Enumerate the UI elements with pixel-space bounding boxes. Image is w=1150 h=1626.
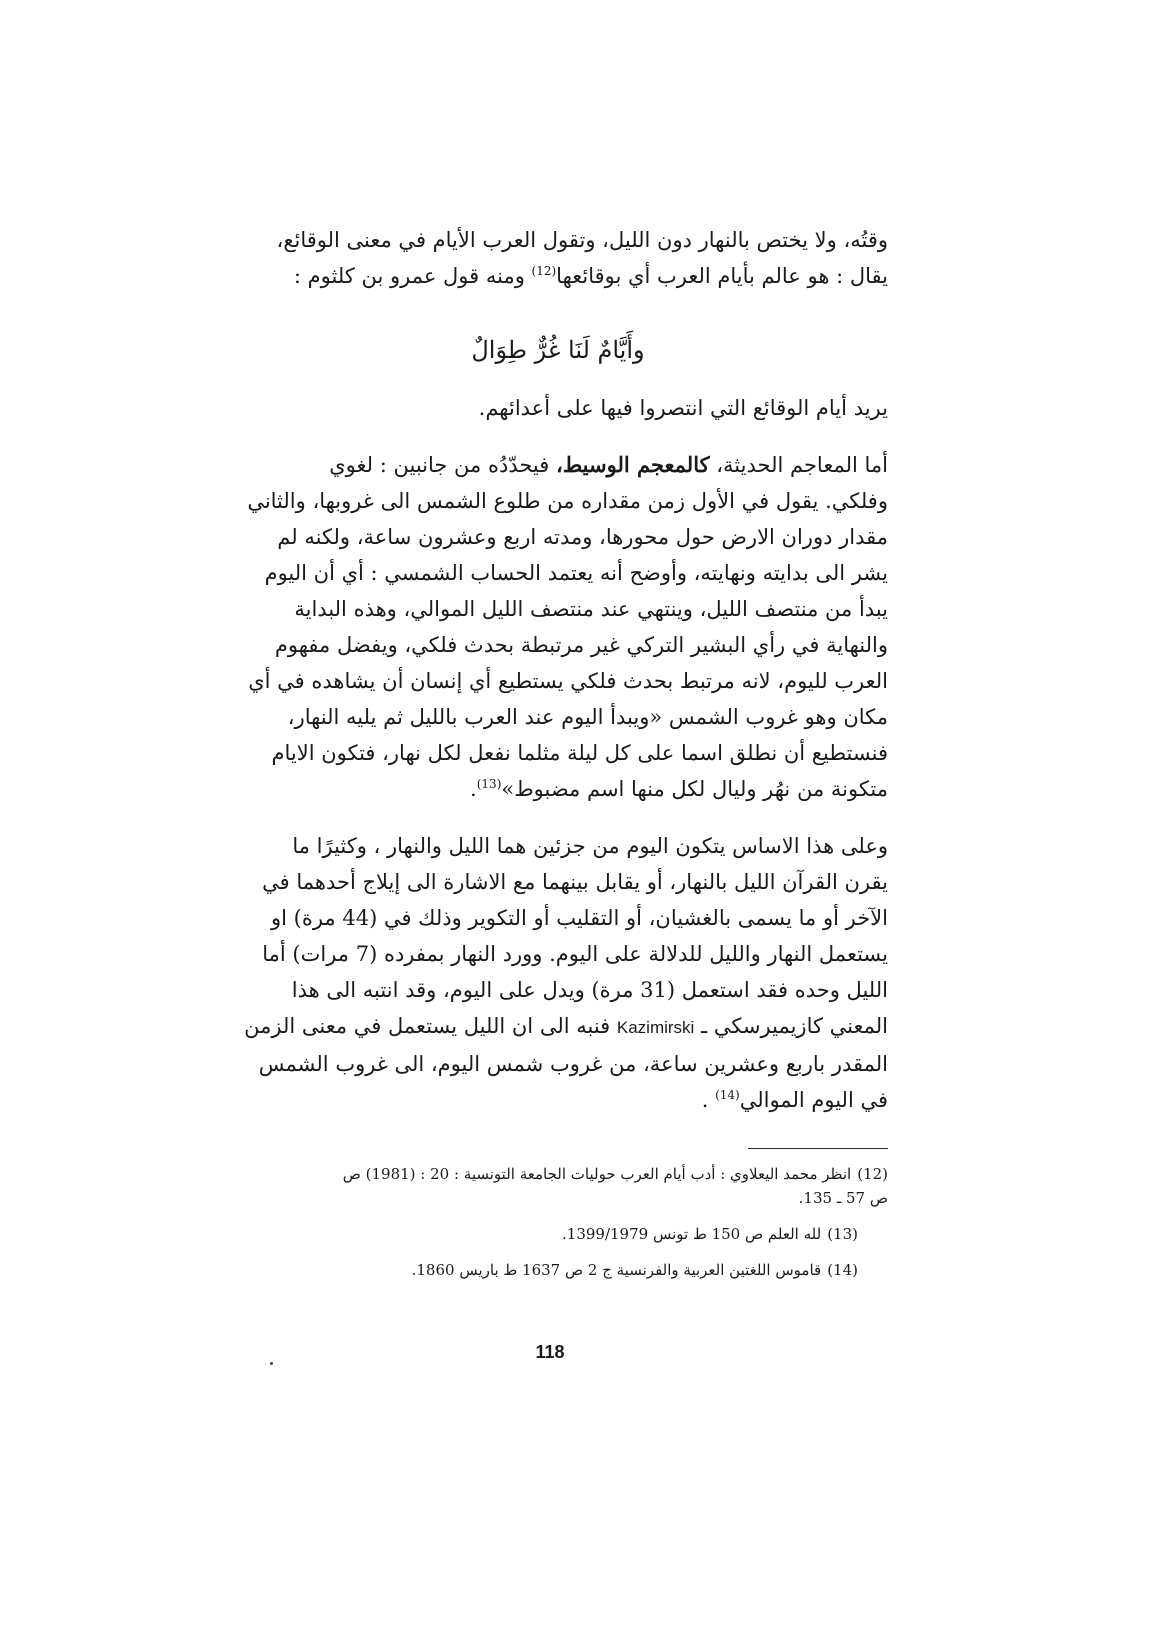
- dictionary-title: كالمعجم الوسيط،: [555, 452, 710, 477]
- footnote-ref-12[interactable]: (12): [531, 264, 557, 278]
- footnote-14: [228, 1258, 888, 1282]
- para3-line-4: يستعمل النهار والليل للدلالة على اليوم. وورد النهار بمفرده (7 مرات) أما: [262, 942, 888, 966]
- footnote-ref-13[interactable]: (13): [476, 777, 502, 791]
- footnote-12-text-cont: ص 57 ـ 135.: [798, 1189, 888, 1207]
- footnote-14-text: قاموس اللغتين العربية والفرنسية ج 2 ص 1637 ط باريس 1860.: [411, 1261, 822, 1279]
- footnote-13-number: (13): [827, 1225, 858, 1243]
- para2-line-1-text-end: فيحدّدُه من جانبين : لغوي: [329, 453, 556, 477]
- para3-line-6-text: المعني كازيميرسكي ـ: [694, 1014, 888, 1038]
- intro-paragraph: [228, 222, 888, 294]
- para3-line-8: [228, 1082, 888, 1118]
- para2-line-1: [228, 447, 888, 483]
- footnote-12-number: (12): [857, 1165, 888, 1183]
- para2-line-7: العرب لليوم، لانه مرتبط بحدث فلكي يستطيع أي إنسان أن يشاهده في أي: [248, 669, 888, 693]
- verse-explanation: [228, 390, 888, 426]
- para2-line-10-text: متكونة من نهُر وليال لكل منها اسم مضبوط»: [501, 777, 888, 801]
- para2-line-9: فنستطيع أن نطلق اسما على كل ليلة مثلما نفعل لكل نهار، فتكون الايام: [271, 741, 888, 765]
- para3-line-3: الآخر أو ما يسمى بالغشيان، أو التقليب أو التكوير وذلك في (44 مرة) او: [270, 906, 888, 930]
- footnote-14-number: (14): [827, 1261, 858, 1279]
- para3-line-5: الليل وحده فقد استعمل (31 مرة) ويدل على اليوم، وقد انتبه الى هذا: [291, 978, 888, 1002]
- latin-name-kazimirski: Kazimirski: [616, 1018, 695, 1037]
- para2-line-3: مقدار دوران الارض حول محورها، ومدته اربع وعشرون ساعة، ولكنه لم: [277, 525, 888, 549]
- paragraph-modern-dictionaries: [228, 447, 888, 807]
- intro-line-2-text-end: ومنه قول عمرو بن كلثوم :: [293, 264, 532, 288]
- para3-line-8-text: في اليوم الموالي: [739, 1088, 888, 1112]
- para3-line-6: [228, 1008, 888, 1046]
- para2-line-5: يبدأ من منتصف الليل، وينتهي عند منتصف الليل الموالي، وهذه البداية: [294, 597, 888, 621]
- para3-line-2: يقرن القرآن الليل بالنهار، أو يقابل بينهما مع الاشارة الى إيلاج أحدهما في: [262, 870, 888, 894]
- footnote-13-text: لله العلم ص 150 ط تونس 1399/1979.: [562, 1225, 822, 1243]
- para2-line-10: [228, 771, 888, 807]
- para2-line-1-text: أما المعاجم الحديثة،: [709, 453, 888, 477]
- intro-line-1: وقتُه، ولا يختص بالنهار دون الليل، وتقول العرب الأيام في معنى الوقائع،: [276, 228, 888, 252]
- para2-line-8: مكان وهو غروب الشمس «ويبدأ اليوم عند العرب بالليل ثم يليه النهار،: [287, 705, 888, 729]
- para3-line-7: المقدر باربع وعشرين ساعة، من غروب شمس اليوم، الى غروب الشمس: [258, 1052, 888, 1076]
- footnote-ref-14[interactable]: (14): [715, 1088, 740, 1102]
- para3-line-1: وعلى هذا الاساس يتكون اليوم من جزئين هما الليل والنهار ، وكثيرًا ما: [292, 834, 888, 858]
- footnote-divider: [748, 1148, 888, 1149]
- intro-line-2-text: يقال : هو عالم بأيام العرب أي بوقائعها: [556, 264, 888, 288]
- para2-line-2: وفلكي. يقول في الأول زمن مقداره من طلوع الشمس الى غروبها، والثاني: [247, 489, 888, 513]
- footnotes-section: [228, 1162, 888, 1294]
- para3-line-6-text-end: فنبه الى ان الليل يستعمل في معنى الزمن: [244, 1014, 617, 1038]
- footnote-13: [228, 1222, 888, 1246]
- para3-line-8-end: .: [701, 1088, 716, 1112]
- poetry-verse: وأَيَّامٌ لَنَا غُرٌّ طِوَالٌ: [471, 336, 645, 364]
- para2-line-10-end: .: [470, 777, 477, 801]
- footnote-12: [228, 1162, 888, 1210]
- paragraph-day-and-night: [228, 828, 888, 1118]
- para2-line-4: يشر الى بدايته ونهايته، وأوضح أنه يعتمد الحساب الشمسي : أي أن اليوم: [264, 561, 888, 585]
- footnote-12-text: انظر محمد اليعلاوي : أدب أيام العرب حوليات الجامعة التونسية : 20 : (1981) ص: [342, 1165, 852, 1183]
- verse-explanation-line: يريد أيام الوقائع التي انتصروا فيها على أعدائهم.: [478, 396, 888, 420]
- intro-line-2: [228, 258, 888, 294]
- scan-speck: [270, 1362, 273, 1365]
- page-number: 118: [535, 1342, 565, 1362]
- para2-line-6: والنهاية في رأي البشير التركي غير مرتبطة بحدث فلكي، ويفضل مفهوم: [274, 633, 888, 657]
